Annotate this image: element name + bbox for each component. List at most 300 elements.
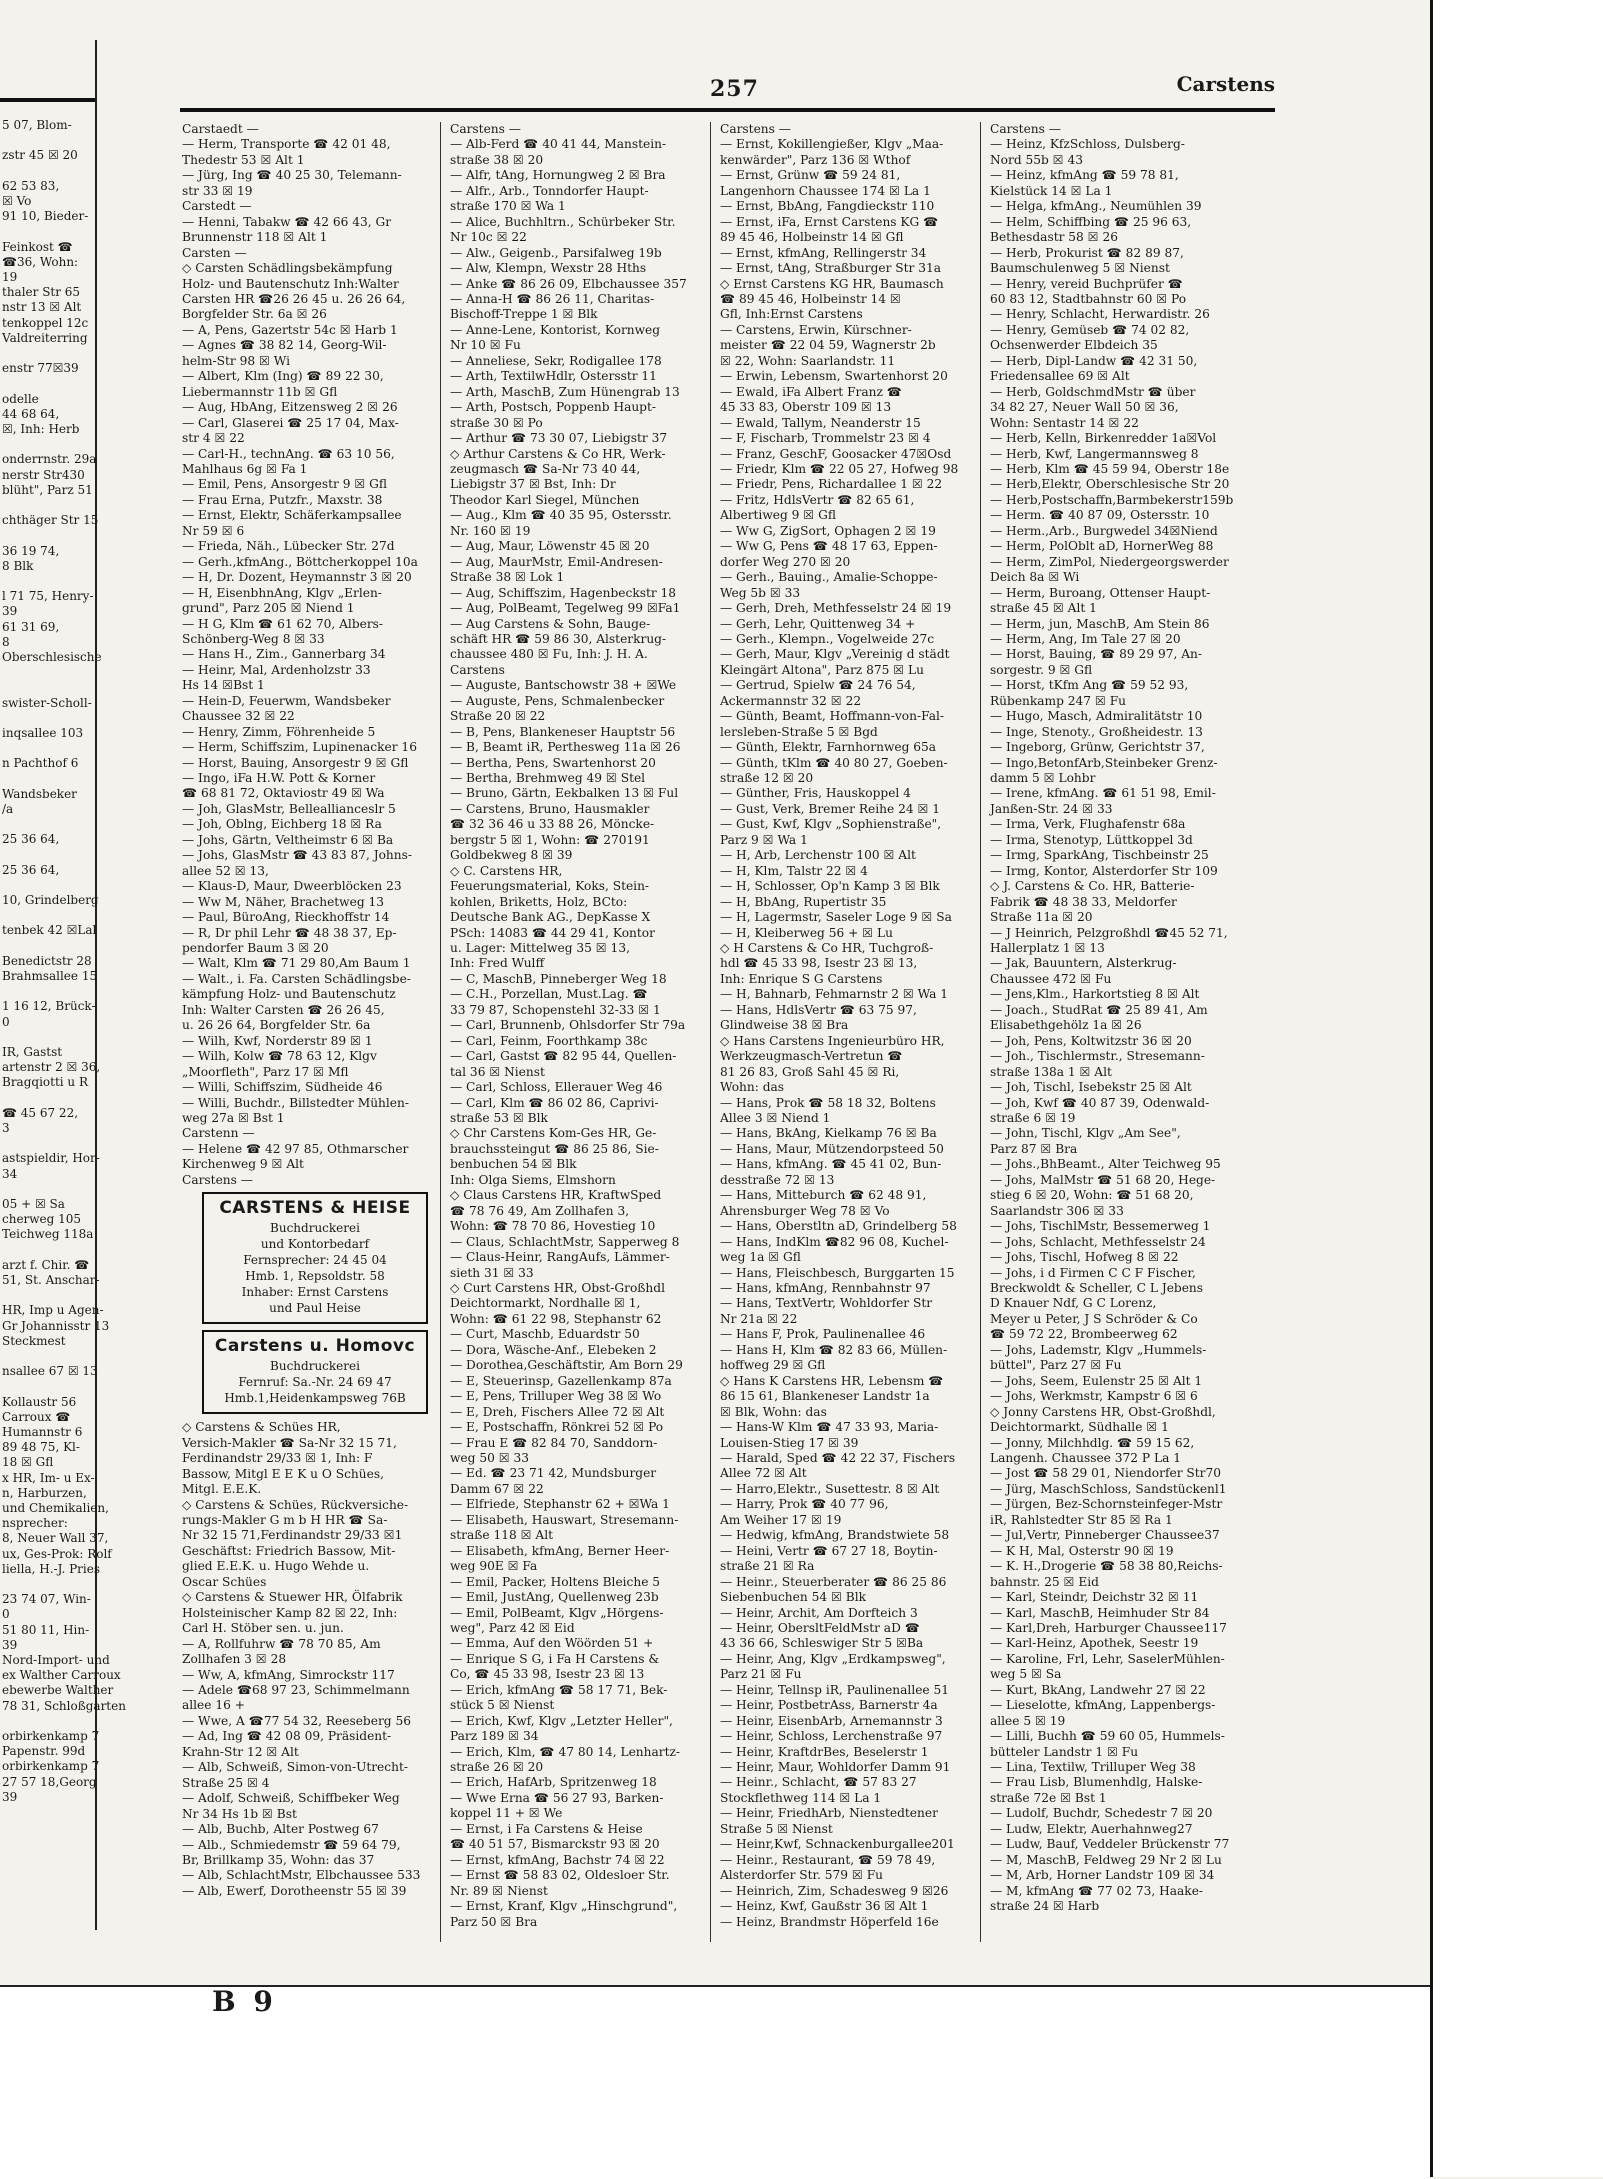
directory-entry-line: Borgfelder Str. 6a ☒ 26 <box>182 307 327 322</box>
directory-entry-line: — Hans F, Prok, Paulinenallee 46 <box>720 1327 926 1342</box>
directory-entry-line: Breckwoldt & Scheller, C L Jebens <box>990 1280 1204 1295</box>
directory-entry-line: Alsterdorfer Str. 579 ☒ Fu <box>720 1868 884 1883</box>
directory-entry-line: — Lina, Textilw, Trilluper Weg 38 <box>990 1760 1196 1775</box>
directory-entry-line: — Ww G, ZigSort, Ophagen 2 ☒ 19 <box>720 523 936 538</box>
directory-entry-line: — Joh, GlasMstr, Belleallianceslr 5 <box>182 801 396 816</box>
directory-entry-line: Inh: Enrique S G Carstens <box>720 971 883 986</box>
directory-entry-line: ☒ Blk, Wohn: das <box>720 1404 827 1419</box>
directory-entry-line: Carstaedt — <box>182 122 259 136</box>
directory-entry-line: Bassow, Mitgl E E K u O Schües, <box>182 1466 384 1481</box>
directory-entry-line: — Heinr, Tellnsp iR, Paulinenallee 51 <box>720 1682 950 1697</box>
directory-entry-line: straße 6 ☒ 19 <box>990 1111 1076 1125</box>
directory-entry-line: damm 5 ☒ Lohbr <box>990 771 1096 786</box>
fragment-line <box>2 848 126 863</box>
directory-entry-line: Nr. 160 ☒ 19 <box>450 523 531 538</box>
directory-entry-line: — Ernst, Elektr, Schäferkampsallee <box>182 508 402 523</box>
directory-entry-line: — Joh., Tischlermstr., Stresemann- <box>990 1049 1205 1064</box>
directory-entry-line: sieth 31 ☒ 33 <box>450 1265 534 1280</box>
directory-entry-line: Friedensallee 69 ☒ Alt <box>990 369 1130 384</box>
directory-entry-line: — Gerh, Dreh, Methfesselstr 24 ☒ 19 <box>720 601 952 616</box>
fragment-line <box>2 1182 126 1197</box>
directory-entry-line: — Ernst, BbAng, Fangdieckstr 110 <box>720 199 935 214</box>
fragment-line <box>2 817 126 832</box>
fragment-line: 91 10, Bieder- <box>2 209 89 224</box>
directory-entry-line: — Ingo,BetonfArb,Steinbeker Grenz- <box>990 755 1218 770</box>
directory-entry-line: bergstr 5 ☒ 1, Wohn: ☎ 270191 <box>450 832 650 847</box>
fragment-line: inqsallee 103 <box>2 725 84 740</box>
fragment-line: Oberschlesische <box>2 649 102 664</box>
directory-entry-line: — Aug, Schiffszim, Hagenbeckstr 18 <box>450 585 677 600</box>
directory-entry-line: — Alw, Klempn, Wexstr 28 Hths <box>450 261 647 276</box>
directory-entry-line: Deich 8a ☒ Wi <box>990 570 1080 585</box>
directory-entry-line: — Alb, Ewerf, Dorotheenstr 55 ☒ 39 <box>182 1883 407 1898</box>
fragment-line: blüht", Parz 51 <box>2 482 93 497</box>
directory-entry-line: Straße 20 ☒ 22 <box>450 709 546 724</box>
directory-entry-line: — Gerh., Bauing., Amalie-Schoppe- <box>720 570 938 585</box>
directory-entry-line: Chaussee 32 ☒ 22 <box>182 709 295 724</box>
directory-entry-line: — Auguste, Pens, Schmalenbecker <box>450 693 665 708</box>
directory-entry-line: — Harro,Elektr., Susettestr. 8 ☒ Alt <box>720 1481 940 1496</box>
fragment-line <box>2 1136 126 1151</box>
fragment-line <box>2 665 126 680</box>
fragment-line: n, Harburzen, <box>2 1485 87 1500</box>
directory-entry-line: — Wwe Erna ☎ 56 27 93, Barken- <box>450 1790 664 1805</box>
directory-entry-line: straße 170 ☒ Wa 1 <box>450 199 566 214</box>
directory-entry-line: — Heinr., Steuerberater ☎ 86 25 86 <box>720 1574 947 1589</box>
fragment-line: l 71 75, Henry- <box>2 589 94 604</box>
directory-entry-line: — Hans, IndKlm ☎82 96 08, Kuchel- <box>720 1234 949 1249</box>
directory-entry-line: — Franz, GeschF, Goosacker 47☒Osd <box>720 446 952 461</box>
directory-entry-line: — Walt, Klm ☎ 71 29 80,Am Baum 1 <box>182 956 411 971</box>
directory-entry-line: Hs 14 ☒Bst 1 <box>182 678 265 693</box>
directory-entry-line: kämpfung Holz- und Bautenschutz <box>182 987 396 1002</box>
directory-entry-line: Nr 32 15 71,Ferdinandstr 29/33 ☒1 <box>182 1528 403 1543</box>
directory-entry-line: — H, BbAng, Rupertistr 35 <box>720 894 887 909</box>
directory-entry-line: — Aug., Klm ☎ 40 35 95, Ostersstr. <box>450 508 672 523</box>
fragment-line: 10, Grindelberg <box>2 893 99 908</box>
directory-entry-line: — Heinr., Restaurant, ☎ 59 78 49, <box>720 1852 936 1867</box>
directory-entry-line: — Anke ☎ 86 26 09, Elbchaussee 357 <box>450 276 687 291</box>
directory-entry-line: Co, ☎ 45 33 98, Isestr 23 ☒ 13 <box>450 1667 645 1682</box>
directory-entry-line: bahnstr. 25 ☒ Eid <box>990 1574 1099 1589</box>
directory-entry-line: — Erich, HafArb, Spritzenweg 18 <box>450 1775 657 1790</box>
fragment-line: 34 <box>2 1166 18 1181</box>
fragment-line <box>2 346 126 361</box>
directory-entry-line: — B, Beamt iR, Perthesweg 11a ☒ 26 <box>450 740 681 755</box>
fragment-line: 8, Neuer Wall 37, <box>2 1531 109 1546</box>
directory-entry-line: Carl H. Stöber sen. u. jun. <box>182 1621 344 1636</box>
fragment-line: ☒ Vo <box>2 193 32 208</box>
directory-entry-line: pendorfer Baum 3 ☒ 20 <box>182 941 329 956</box>
directory-entry-line: Deutsche Bank AG., DepKasse X <box>450 910 651 925</box>
directory-entry-line: Fabrik ☎ 48 38 33, Meldorfer <box>990 894 1177 909</box>
directory-entry-line: ◇ Chr Carstens Kom-Ges HR, Ge- <box>450 1126 657 1141</box>
directory-entry-line: — Johs, Gärtn, Veltheimstr 6 ☒ Ba <box>182 832 394 847</box>
directory-entry-line: — Bertha, Pens, Swartenhorst 20 <box>450 755 656 770</box>
directory-entry-line: — Heinz, KfzSchloss, Dulsberg- <box>990 137 1185 152</box>
directory-entry-line: — Frieda, Näh., Lübecker Str. 27d <box>182 539 395 554</box>
directory-entry-line: — Heinz, Kwf, Gaußstr 36 ☒ Alt 1 <box>720 1899 929 1914</box>
directory-entry-line: tal 36 ☒ Nienst <box>450 1064 545 1079</box>
directory-entry-line: — Herm. ☎ 40 87 09, Ostersstr. 10 <box>990 508 1210 523</box>
directory-entry-line: — E, Postschaffn, Rönkrei 52 ☒ Po <box>450 1420 664 1435</box>
fragment-line: 36 19 74, <box>2 543 60 558</box>
directory-entry-line: — Ww G, Pens ☎ 48 17 63, Eppen- <box>720 539 938 554</box>
directory-entry-line: ◇ Carstens & Schües, Rückversiche- <box>182 1497 409 1512</box>
directory-entry-line: — Irma, Verk, Flughafenstr 68a <box>990 817 1186 832</box>
directory-entry-line: straße 30 ☒ Po <box>450 415 543 430</box>
directory-entry-line: Saarlandstr 306 ☒ 33 <box>990 1203 1124 1218</box>
directory-entry-line: — Karoline, Frl, Lehr, SaselerMühlen- <box>990 1651 1225 1666</box>
directory-entry-line: — M, MaschB, Feldweg 29 Nr 2 ☒ Lu <box>990 1852 1222 1867</box>
directory-entry-line: Parz 9 ☒ Wa 1 <box>720 832 808 847</box>
directory-entry-line: weg", Parz 42 ☒ Eid <box>450 1620 575 1635</box>
directory-entry-line: — Anna-H ☎ 86 26 11, Charitas- <box>450 291 655 306</box>
fragment-line <box>2 164 126 179</box>
directory-entry-line: — Carl, Gastst ☎ 82 95 44, Quellen- <box>450 1049 677 1064</box>
directory-entry-line: — Alfr, tAng, Hornungweg 2 ☒ Bra <box>450 168 666 183</box>
directory-entry-line: — Harald, Sped ☎ 42 22 37, Fischers <box>720 1450 956 1465</box>
directory-entry-line: Straße 11a ☒ 20 <box>990 910 1093 925</box>
directory-entry-line: — Jost ☎ 58 29 01, Niendorfer Str70 <box>990 1466 1221 1481</box>
directory-entry-line: — Carl, Glaserei ☎ 25 17 04, Max- <box>182 415 399 430</box>
directory-entry-line: — Elfriede, Stephanstr 62 + ☒Wa 1 <box>450 1497 670 1512</box>
directory-entry-line: — Hans, TextVertr, Wohldorfer Str <box>720 1296 933 1311</box>
fragment-line: 0 <box>2 1014 10 1029</box>
directory-entry-line: — Jürgen, Bez-Schornsteinfeger-Mstr <box>990 1497 1223 1512</box>
directory-entry-line: — Aug, PolBeamt, Tegelweg 99 ☒Fa1 <box>450 601 681 616</box>
ad-line: Buchdruckerei <box>270 1359 360 1374</box>
directory-entry-line: koppel 11 + ☒ We <box>450 1806 563 1821</box>
directory-entry-line: glied E.E.K. u. Hugo Wehde u. <box>182 1559 370 1574</box>
directory-entry-line: — Dora, Wäsche-Anf., Elebeken 2 <box>450 1342 657 1357</box>
directory-entry-line: — Anneliese, Sekr, Rodigallee 178 <box>450 353 662 368</box>
directory-entry-line: — Helene ☎ 42 97 85, Othmarscher <box>182 1141 409 1156</box>
directory-entry-line: — Kurt, BkAng, Landwehr 27 ☒ 22 <box>990 1682 1206 1697</box>
directory-entry-line: weg 5 ☒ Sa <box>990 1667 1062 1682</box>
directory-entry-line: — Johs, Schlacht, Methfesselstr 24 <box>990 1234 1206 1249</box>
directory-entry-line: ◇ H Carstens & Co HR, Tuchgroß- <box>720 941 934 956</box>
directory-entry-line: brauchssteingut ☎ 86 25 86, Sie- <box>450 1141 659 1156</box>
directory-entry-line: Siebenbuchen 54 ☒ Blk <box>720 1590 867 1605</box>
directory-entry-line: — H G, Klm ☎ 61 62 70, Albers- <box>182 616 384 631</box>
directory-entry-line: 60 83 12, Stadtbahnstr 60 ☒ Po <box>990 291 1187 306</box>
fragment-line <box>2 574 126 589</box>
directory-entry-line: — C, MaschB, Pinneberger Weg 18 <box>450 971 667 986</box>
directory-entry-line: Mahlhaus 6g ☒ Fa 1 <box>182 461 308 476</box>
directory-entry-line: — Gust, Kwf, Klgv „Sophienstraße", <box>720 817 942 832</box>
fragment-line: swister-Scholl- <box>2 695 92 710</box>
directory-entry-line: Carstens <box>450 662 505 677</box>
directory-entry-line: — F, Fischarb, Trommelstr 23 ☒ 4 <box>720 431 931 446</box>
directory-entry-line: — E, Steuerinsp, Gazellenkamp 87a <box>450 1373 672 1388</box>
fragment-line: Carroux ☎ <box>2 1409 71 1424</box>
directory-entry-line: — Johs, MalMstr ☎ 51 68 20, Hege- <box>990 1172 1216 1187</box>
directory-entry-line: u. Lager: Mittelweg 35 ☒ 13, <box>450 941 630 956</box>
directory-entry-line: — Hans, Oberstltn aD, Grindelberg 58 <box>720 1219 957 1234</box>
directory-entry-line: Wohn: ☎ 78 70 86, Hovestieg 10 <box>450 1219 656 1234</box>
fragment-line <box>2 133 126 148</box>
fragment-line: Wandsbeker <box>2 786 77 801</box>
fragment-line: 89 48 75, Kl- <box>2 1440 80 1455</box>
directory-entry-line: kenwärder", Parz 136 ☒ Wthof <box>720 152 911 167</box>
directory-entry-line: Langenhorn Chaussee 174 ☒ La 1 <box>720 183 931 198</box>
directory-entry-line: — Irma, Stenotyp, Lüttkoppel 3d <box>990 832 1193 847</box>
directory-entry-line: — Hans, kfmAng. ☎ 45 41 02, Bun- <box>720 1157 942 1172</box>
fragment-line: 23 74 07, Win- <box>2 1592 91 1607</box>
directory-entry-line: — Ed. ☎ 23 71 42, Mundsburger <box>450 1466 657 1481</box>
fragment-line: nsallee 67 ☒ 13 <box>2 1364 98 1379</box>
directory-entry-line: — Lieselotte, kfmAng, Lappenbergs- <box>990 1698 1216 1713</box>
directory-entry-line: — Bertha, Brehmweg 49 ☒ Stel <box>450 771 646 786</box>
fragment-line: 39 <box>2 604 18 619</box>
directory-entry-line: Versich-Makler ☎ Sa-Nr 32 15 71, <box>182 1435 397 1450</box>
directory-entry-line: — Joh, Oblng, Eichberg 18 ☒ Ra <box>182 817 382 832</box>
directory-entry-line: 33 79 87, Schopenstehl 32-33 ☒ 1 <box>450 1002 661 1017</box>
fragment-line: 27 57 18,Georg <box>2 1774 97 1789</box>
directory-entry-line: — Adele ☎68 97 23, Schimmelmann <box>182 1682 410 1697</box>
fragment-line: orbirkenkamp 7 <box>2 1729 100 1744</box>
directory-entry-line: Carsten HR ☎26 26 45 u. 26 26 64, <box>182 291 406 306</box>
directory-entry-line: — Henry, Gemüseb ☎ 74 02 82, <box>990 322 1190 337</box>
directory-entry-line: — Jürg, MaschSchloss, Sandstückenl1 <box>990 1481 1227 1496</box>
directory-entry-line: Schönberg-Weg 8 ☒ 33 <box>182 631 325 646</box>
directory-entry-line: Wohn: das <box>720 1080 785 1095</box>
fragment-line: ex Walther Carroux <box>2 1668 121 1683</box>
directory-entry-line: — Günther, Fris, Hauskoppel 4 <box>720 786 911 801</box>
directory-entry-line: Parz 87 ☒ Bra <box>990 1141 1078 1156</box>
directory-entry-line: — Frau E ☎ 82 84 70, Sanddorn- <box>450 1435 658 1450</box>
directory-entry-line: Br, Brillkamp 35, Wohn: das 37 <box>182 1852 375 1867</box>
directory-entry-line: 43 36 66, Schleswiger Str 5 ☒Ba <box>720 1636 924 1651</box>
directory-entry-line: Zollhafen 3 ☒ 28 <box>182 1652 287 1667</box>
fragment-line: n Pachthof 6 <box>2 756 79 771</box>
fragment-line: 25 36 64, <box>2 862 60 877</box>
fragment-line <box>2 939 126 954</box>
directory-entry-line: — Inge, Stenoty., Großheidestr. 13 <box>990 724 1203 739</box>
fragment-line: zstr 45 ☒ 20 <box>2 148 78 163</box>
directory-entry-line: Carstedt — <box>182 199 252 214</box>
directory-entry-line: — Johs.,BhBeamt., Alter Teichweg 95 <box>990 1157 1221 1172</box>
directory-entry-line: Wohn: Sentastr 14 ☒ 22 <box>990 415 1139 430</box>
directory-entry-line: — Herm, Buroang, Ottenser Haupt- <box>990 585 1211 600</box>
directory-entry-line: — Heinz, kfmAng ☎ 59 78 81, <box>990 168 1179 183</box>
directory-entry-line: — Heinr, Mal, Ardenholzstr 33 <box>182 662 371 677</box>
directory-entry-line: Elisabethgehölz 1a ☒ 26 <box>990 1018 1142 1033</box>
fragment-line: x HR, Im- u Ex- <box>2 1470 95 1485</box>
directory-entry-line: straße 45 ☒ Alt 1 <box>990 601 1097 616</box>
directory-entry-line: — Hein-D, Feuerwm, Wandsbeker <box>182 693 391 708</box>
directory-entry-line: — Ernst, kfmAng, Bachstr 74 ☒ 22 <box>450 1852 665 1867</box>
directory-entry-line: helm-Str 98 ☒ Wi <box>182 353 290 368</box>
fragment-line: nstr 13 ☒ Alt <box>2 300 82 315</box>
directory-entry-line: — Carl-H., technAng. ☎ 63 10 56, <box>182 446 395 461</box>
fragment-line: ☒, Inh: Herb <box>2 421 80 436</box>
directory-entry-line: — H, Dr. Dozent, Heymannstr 3 ☒ 20 <box>182 570 412 585</box>
fragment-line <box>2 1349 126 1364</box>
directory-entry-line: — Walt., i. Fa. Carsten Schädlingsbe- <box>182 971 411 986</box>
directory-entry-line: — Herb, GoldschmdMstr ☎ über <box>990 384 1196 399</box>
directory-entry-line: — Ernst, tAng, Straßburger Str 31a <box>720 261 942 276</box>
directory-entry-line: — Johs, Werkmstr, Kampstr 6 ☒ 6 <box>990 1389 1198 1404</box>
directory-entry-line: — Heinr, Ang, Klgv „Erdkampsweg", <box>720 1651 946 1666</box>
directory-entry-line: straße 24 ☒ Harb <box>990 1899 1100 1914</box>
directory-entry-line: — Henry, Schlacht, Herwardistr. 26 <box>990 307 1210 322</box>
directory-entry-line: — Heinr, Archit, Am Dorfteich 3 <box>720 1605 918 1620</box>
page-header <box>180 70 1275 112</box>
fragment-line <box>2 1714 126 1729</box>
directory-entry-line: — Aug, Maur, Löwenstr 45 ☒ 20 <box>450 539 650 554</box>
fragment-line <box>2 1030 126 1045</box>
directory-entry-line: — Hans-W Klm ☎ 47 33 93, Maria- <box>720 1420 939 1435</box>
fragment-line <box>2 680 126 695</box>
directory-entry-line: — Adolf, Schweiß, Schiffbeker Weg <box>182 1791 400 1806</box>
directory-entry-line: straße 21 ☒ Ra <box>720 1559 815 1574</box>
directory-entry-line: Inh: Fred Wulff <box>450 956 545 971</box>
directory-entry-line: stieg 6 ☒ 20, Wohn: ☎ 51 68 20, <box>990 1188 1194 1203</box>
directory-entry-line: — Auguste, Bantschowstr 38 + ☒We <box>450 678 677 693</box>
directory-entry-line: Louisen-Stieg 17 ☒ 39 <box>720 1435 859 1450</box>
fragment-line: Benedictstr 28 <box>2 953 92 968</box>
directory-entry-line: — Henry, vereid Buchprüfer ☎ <box>990 276 1183 291</box>
directory-entry-line: — Alice, Buchhltrn., Schürbeker Str. <box>450 214 676 229</box>
directory-entry-line: Theodor Karl Siegel, München <box>450 492 640 507</box>
directory-entry-line: — Fritz, HdlsVertr ☎ 82 65 61, <box>720 492 915 507</box>
directory-entry-line: — Carl, Klm ☎ 86 02 86, Caprivi- <box>450 1095 659 1110</box>
fragment-line: Valdreiterring <box>2 330 88 345</box>
fragment-line: Nord-Import- und <box>2 1653 110 1668</box>
directory-entry-line: — Günth, Beamt, Hoffmann-von-Fal- <box>720 709 944 724</box>
directory-entry-line: — Arth, TextilwHdlr, Ostersstr 11 <box>450 369 657 384</box>
directory-entry-line: Parz 50 ☒ Bra <box>450 1914 538 1929</box>
fragment-line: 0 <box>2 1607 10 1622</box>
directory-entry-line: — Irene, kfmAng. ☎ 61 51 98, Emil- <box>990 786 1216 801</box>
directory-entry-line: — Ewald, Tallym, Neanderstr 15 <box>720 415 921 430</box>
directory-entry-line: Straße 38 ☒ Lok 1 <box>450 570 565 585</box>
directory-entry-line: Deichtormarkt, Nordhalle ☒ 1, <box>450 1296 641 1311</box>
directory-entry-line: — A, Rollfuhrw ☎ 78 70 85, Am <box>182 1636 381 1651</box>
directory-entry-line: — Emil, Pens, Ansorgestr 9 ☒ Gfl <box>182 477 388 492</box>
directory-entry-line: — Erich, kfmAng ☎ 58 17 71, Bek- <box>450 1682 668 1697</box>
fragment-line: nerstr Str430 <box>2 467 85 482</box>
directory-entry-line: chaussee 480 ☒ Fu, Inh: J. H. A. <box>450 647 648 662</box>
directory-entry-line: — Ernst, Kokillengießer, Klgv „Maa- <box>720 137 944 152</box>
fragment-line: 8 <box>2 634 10 649</box>
directory-entry-line: — Carl, Feinm, Foorthkamp 38c <box>450 1033 648 1048</box>
directory-entry-line: — Gust, Verk, Bremer Reihe 24 ☒ 1 <box>720 801 941 816</box>
directory-entry-line: — Lilli, Buchh ☎ 59 60 05, Hummels- <box>990 1729 1225 1744</box>
directory-entry-line: Kirchenweg 9 ☒ Alt <box>182 1157 304 1172</box>
directory-entry-line: Werkzeugmasch-Vertretun ☎ <box>720 1049 903 1064</box>
directory-entry-line: — Hans, Prok ☎ 58 18 32, Boltens <box>720 1095 936 1110</box>
directory-entry-line: Kielstück 14 ☒ La 1 <box>990 183 1113 198</box>
directory-entry-line: Langenh. Chaussee 372 P La 1 <box>990 1450 1181 1465</box>
directory-entry-line: ◇ Hans K Carstens HR, Lebensm ☎ <box>720 1373 944 1388</box>
fragment-line: 3 <box>2 1121 10 1136</box>
fragment-line: thaler Str 65 <box>2 285 81 300</box>
directory-entry-line: — Hedwig, kfmAng, Brandstwiete 58 <box>720 1528 950 1543</box>
fragment-line <box>2 1379 126 1394</box>
directory-entry-line: Carstens — <box>990 122 1061 136</box>
directory-entry-line: — Arth, MaschB, Zum Hünengrab 13 <box>450 384 680 399</box>
directory-entry-line: — Heinrich, Zim, Schadesweg 9 ☒26 <box>720 1883 949 1898</box>
running-head: Carstens <box>1176 72 1275 96</box>
directory-entry-line: Allee 3 ☒ Niend 1 <box>720 1111 831 1125</box>
directory-entry-line: 45 33 83, Oberstr 109 ☒ 13 <box>720 400 892 415</box>
directory-entry-line: ◇ Curt Carstens HR, Obst-Großhdl <box>450 1280 665 1295</box>
directory-entry-line: straße 38 ☒ 20 <box>450 152 544 167</box>
directory-entry-line: — Friedr, Pens, Richardallee 1 ☒ 22 <box>720 477 943 492</box>
directory-entry-line: 86 15 61, Blankeneser Landstr 1a <box>720 1389 930 1404</box>
scan-border-right <box>1430 0 1603 2177</box>
directory-entry-line: Geschäftst: Friedrich Bassow, Mit- <box>182 1543 396 1558</box>
fragment-line: odelle <box>2 391 39 406</box>
fragment-line: chthäger Str 15 <box>2 513 99 528</box>
directory-entry-line: — Hans, BkAng, Kielkamp 76 ☒ Ba <box>720 1126 937 1141</box>
directory-entry-line: — Arth, Postsch, Poppenb Haupt- <box>450 400 657 415</box>
fragment-line: 5 07, Blom- <box>2 118 72 132</box>
fragment-line: 51, St. Anschar- <box>2 1273 100 1288</box>
directory-entry-line: Glindweise 38 ☒ Bra <box>720 1018 849 1033</box>
directory-entry-line: — Ludolf, Buchdr, Schedestr 7 ☒ 20 <box>990 1806 1213 1821</box>
directory-entry-line: — Enrique S G, i Fa H Carstens & <box>450 1651 660 1666</box>
fragment-line: Humannstr 6 <box>2 1425 83 1440</box>
directory-entry-line: bütteler Landstr 1 ☒ Fu <box>990 1744 1139 1759</box>
directory-entry-line: weg 1a ☒ Gfl <box>720 1250 801 1265</box>
fragment-line: 39 <box>2 1789 18 1804</box>
directory-entry-line: Nr. 89 ☒ Nienst <box>450 1883 548 1898</box>
directory-entry-line: Nord 55b ☒ 43 <box>990 152 1083 167</box>
fragment-line: 18 ☒ Gfl <box>2 1455 54 1470</box>
directory-entry-line: — B, Pens, Blankeneser Hauptstr 56 <box>450 724 676 739</box>
directory-entry-line: — Hans, Maur, Mützendorpsteed 50 <box>720 1141 944 1156</box>
directory-entry-line: — Herm, Schiffszim, Lupinenacker 16 <box>182 740 417 755</box>
printer-signature: B 9 <box>212 1985 277 2018</box>
directory-entry-line: u. 26 26 64, Borgfelder Str. 6a <box>182 1018 371 1033</box>
directory-entry-line: — Bruno, Gärtn, Eekbalken 13 ☒ Ful <box>450 786 679 801</box>
directory-entry-line: — Herb, Dipl-Landw ☎ 42 31 50, <box>990 353 1198 368</box>
directory-entry-line: — Herb, Prokurist ☎ 82 89 87, <box>990 245 1184 260</box>
fragment-line: nsprecher: <box>2 1516 68 1531</box>
directory-entry-line: — Willi, Schiffszim, Südheide 46 <box>182 1080 383 1095</box>
directory-entry-line: — Johs, Tischl, Hofweg 8 ☒ 22 <box>990 1250 1179 1265</box>
directory-entry-line: — Gertrud, Spielw ☎ 24 76 54, <box>720 678 916 693</box>
directory-entry-line: — R, Dr phil Lehr ☎ 48 38 37, Ep- <box>182 925 397 940</box>
header-rule <box>0 98 95 102</box>
directory-entry-line: — K H, Mal, Osterstr 90 ☒ 19 <box>990 1543 1174 1558</box>
directory-entry-line: — Ludw, Bauf, Veddeler Brückenstr 77 <box>990 1837 1230 1852</box>
directory-entry-line: weg 90E ☒ Fa <box>450 1559 538 1574</box>
directory-entry-line: ◇ Ernst Carstens KG HR, Baumasch <box>720 276 944 291</box>
directory-entry-line: Feuerungsmaterial, Koks, Stein- <box>450 879 650 894</box>
directory-entry-line: Allee 72 ☒ Alt <box>720 1466 807 1481</box>
directory-entry-line: ☎ 40 51 57, Bismarckstr 93 ☒ 20 <box>450 1837 660 1852</box>
directory-entry-line: — Herm, Transporte ☎ 42 01 48, <box>182 137 391 152</box>
directory-entry-line: Chaussee 472 ☒ Fu <box>990 971 1112 986</box>
directory-entry-line: — M, Arb, Horner Landstr 109 ☒ 34 <box>990 1868 1215 1883</box>
directory-entry-line: ☎ 68 81 72, Oktaviostr 49 ☒ Wa <box>182 786 385 801</box>
directory-entry-line: straße 12 ☒ 20 <box>720 771 814 786</box>
directory-entry-line: — Carstens, Erwin, Kürschner- <box>720 322 912 337</box>
directory-entry-line: ◇ Carstens & Schües HR, <box>182 1420 341 1435</box>
directory-entry-line: — Hans, HdlsVertr ☎ 63 75 97, <box>720 1002 917 1017</box>
directory-entry-line: Nr 10 ☒ Fu <box>450 338 521 353</box>
directory-entry-line: hdl ☎ 45 33 98, Isestr 23 ☒ 13, <box>720 956 918 971</box>
directory-entry-line: — Ernst, kfmAng, Rellingerstr 34 <box>720 245 927 260</box>
directory-entry-line: Wohn: ☎ 61 22 98, Stephanstr 62 <box>450 1311 662 1326</box>
directory-entry-line: — Herb, Kelln, Birkenredder 1a☒Vol <box>990 431 1217 446</box>
fragment-line: Teichweg 118a <box>2 1227 94 1242</box>
